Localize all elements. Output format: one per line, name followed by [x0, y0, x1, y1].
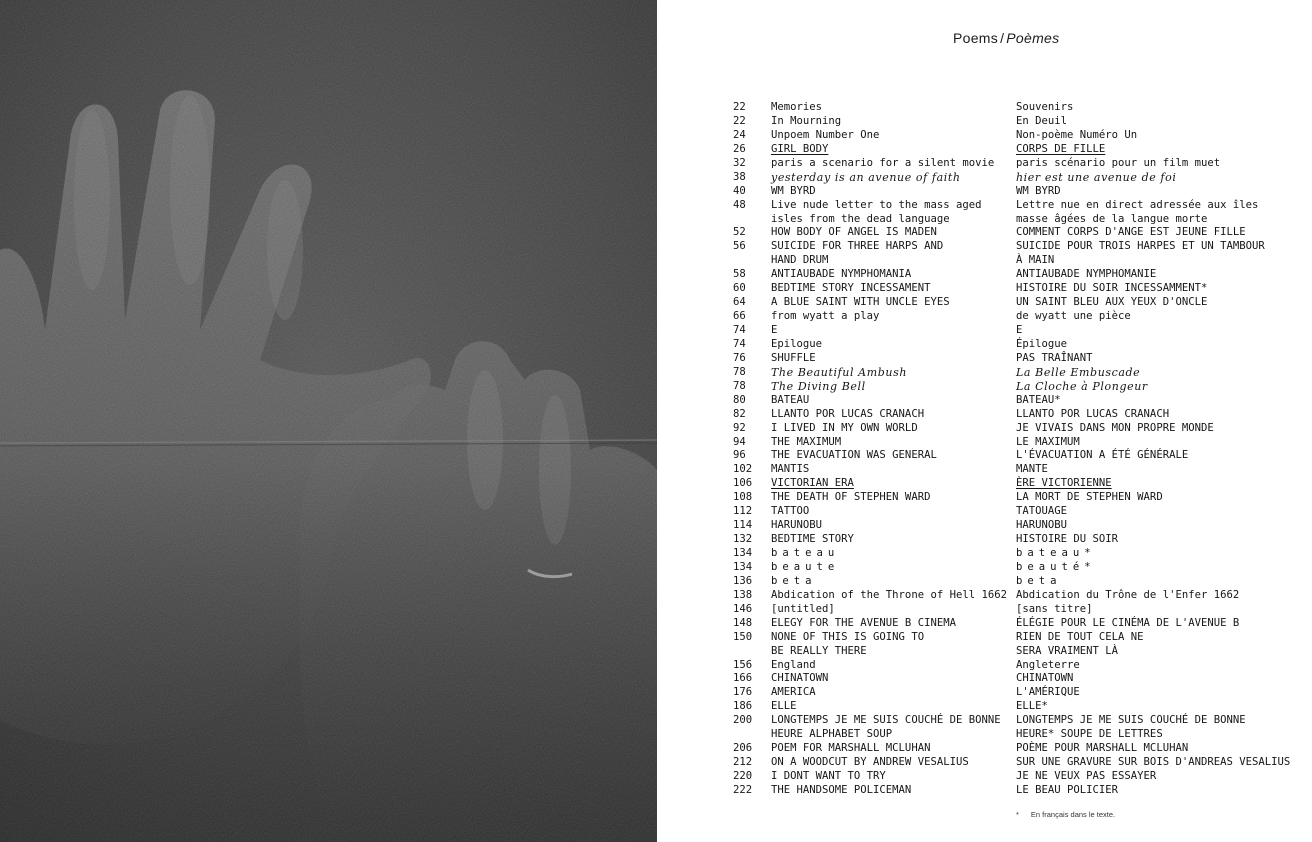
toc-title-en: SUICIDE FOR THREE HARPS AND	[771, 240, 944, 253]
toc-page-number: 76	[733, 351, 746, 364]
toc-title-en: CHINATOWN	[771, 672, 829, 685]
toc-page-number: 74	[733, 324, 746, 336]
toc-title-fr: JE VIVAIS DANS MON PROPRE MONDE	[1016, 421, 1214, 434]
toc-title-fr: SERA VRAIMENT LÀ	[1016, 644, 1119, 657]
toc-page-number: 206	[733, 742, 753, 755]
toc-row	[0, 366, 1312, 380]
toc-title-en: BE REALLY THERE	[771, 644, 867, 657]
toc-row	[0, 533, 1312, 547]
toc-title-fr: HISTOIRE DU SOIR INCESSAMMENT*	[1016, 282, 1208, 295]
toc-row	[0, 240, 1312, 254]
toc-row	[0, 171, 1312, 185]
title-en: Poems	[953, 30, 999, 46]
toc-title-en: In Mourning	[771, 114, 842, 127]
toc-title-en: HARUNOBU	[771, 519, 823, 532]
toc-title-en: POEM FOR MARSHALL MCLUHAN	[771, 742, 931, 755]
toc-row	[0, 436, 1312, 450]
toc-title-en: beaute	[771, 560, 840, 573]
toc-page-number: 186	[733, 700, 753, 713]
toc-row	[0, 770, 1312, 784]
toc-page-number: 96	[733, 449, 746, 462]
toc-title-fr: CORPS DE FILLE	[1016, 142, 1106, 155]
toc-title-en: LLANTO POR LUCAS CRANACH	[771, 407, 925, 420]
toc-title-en: MANTIS	[771, 463, 810, 476]
toc-row	[0, 714, 1312, 728]
toc-title-fr: L'AMÉRIQUE	[1016, 686, 1080, 699]
toc-title-fr: BATEAU*	[1016, 393, 1061, 406]
toc-title-en: THE DEATH OF STEPHEN WARD	[771, 491, 931, 504]
toc-row	[0, 519, 1312, 533]
toc-title-en: SHUFFLE	[771, 351, 816, 364]
toc-title-fr: beauté*	[1016, 560, 1096, 573]
toc-title-en: THE HANDSOME POLICEMAN	[771, 783, 912, 796]
toc-page-number: 78	[733, 365, 746, 378]
toc-title-en: THE EVACUATION WAS GENERAL	[771, 449, 937, 462]
toc-title-en: NONE OF THIS IS GOING TO	[771, 630, 925, 643]
toc-title-fr: LE MAXIMUM	[1016, 435, 1080, 448]
toc-title-en: Live nude letter to the mass aged	[771, 198, 982, 211]
toc-page-number: 78	[733, 379, 746, 392]
toc-title-fr: LE BEAU POLICIER	[1016, 783, 1119, 796]
toc-title-en: [untitled]	[771, 602, 835, 615]
toc-row	[0, 143, 1312, 157]
toc-page-number: 24	[733, 128, 746, 141]
toc-row	[0, 338, 1312, 352]
toc-page-number: 56	[733, 240, 746, 253]
toc-title-en: BEDTIME STORY	[771, 533, 854, 546]
toc-page-number: 156	[733, 658, 753, 671]
toc-page-number: 136	[733, 574, 753, 587]
toc-page-number: 150	[733, 630, 753, 643]
toc-row	[0, 199, 1312, 213]
toc-title-en: TATTOO	[771, 505, 810, 518]
toc-row	[0, 645, 1312, 659]
toc-row	[0, 422, 1312, 436]
toc-row	[0, 561, 1312, 575]
toc-page-number: 64	[733, 296, 746, 309]
toc-title-fr: HEURE* SOUPE DE LETTRES	[1016, 728, 1163, 741]
toc-title-en: I DONT WANT TO TRY	[771, 770, 886, 782]
toc-row	[0, 129, 1312, 143]
toc-title-en: ANTIAUBADE NYMPHOMANIA	[771, 268, 912, 281]
toc-page-number: 60	[733, 282, 746, 295]
toc-row	[0, 352, 1312, 366]
toc-row	[0, 101, 1312, 115]
toc-page-number: 112	[733, 505, 753, 518]
toc-title-en: HOW BODY OF ANGEL IS MADEN	[771, 226, 937, 239]
toc-row	[0, 463, 1312, 477]
toc-row	[0, 756, 1312, 770]
toc-title-fr: Souvenirs	[1016, 101, 1074, 113]
toc-title-fr: ÈRE VICTORIENNE	[1016, 477, 1112, 490]
toc-title-en: yesterday is an avenue of faith	[771, 170, 961, 184]
toc-title-en: ON A WOODCUT BY ANDREW VESALIUS	[771, 756, 969, 769]
toc-title-en: LONGTEMPS JE ME SUIS COUCHÉ DE BONNE	[771, 714, 1001, 727]
toc-page-number: 134	[733, 560, 753, 573]
toc-title-fr: ELLE*	[1016, 700, 1048, 713]
toc-row	[0, 310, 1312, 324]
toc-page-number: 108	[733, 491, 753, 504]
toc-title-en: Memories	[771, 101, 823, 113]
toc-row	[0, 185, 1312, 199]
toc-title-fr: RIEN DE TOUT CELA NE	[1016, 630, 1144, 643]
toc-row	[0, 742, 1312, 756]
toc-page-number: 22	[733, 114, 746, 127]
toc-title-en: I LIVED IN MY OWN WORLD	[771, 421, 918, 434]
toc-title-fr: L'ÉVACUATION A ÉTÉ GÉNÉRALE	[1016, 449, 1189, 462]
toc-page-number: 48	[733, 198, 746, 211]
toc-title-fr: Abdication du Trône de l'Enfer 1662	[1016, 588, 1240, 601]
toc-page-number: 132	[733, 533, 753, 546]
toc-title-fr: La Cloche à Plongeur	[1016, 379, 1148, 393]
toc-title-fr: À MAIN	[1016, 254, 1055, 267]
toc-row	[0, 617, 1312, 631]
toc-title-fr: Angleterre	[1016, 658, 1080, 671]
table-of-contents	[0, 101, 1312, 798]
toc-row	[0, 254, 1312, 268]
title-fr: Poèmes	[1006, 30, 1060, 46]
toc-row	[0, 157, 1312, 171]
toc-title-en: England	[771, 658, 816, 671]
toc-page-number: 138	[733, 588, 753, 601]
toc-page-number: 166	[733, 672, 753, 685]
toc-title-en: THE MAXIMUM	[771, 435, 842, 448]
toc-title-en: WM BYRD	[771, 184, 816, 197]
toc-page-number: 52	[733, 226, 746, 239]
toc-title-fr: Non-poème Numéro Un	[1016, 128, 1138, 141]
toc-page-number: 38	[733, 170, 746, 183]
toc-row	[0, 213, 1312, 227]
toc-row	[0, 575, 1312, 589]
toc-page-number: 212	[733, 756, 753, 769]
toc-page-number: 22	[733, 101, 746, 113]
toc-title-en: E	[771, 324, 778, 336]
toc-page-number: 146	[733, 602, 753, 615]
toc-title-fr: paris scénario pour un film muet	[1016, 156, 1221, 169]
toc-title-fr: TATOUAGE	[1016, 505, 1068, 518]
page-title	[953, 30, 1059, 46]
footnote-text: En français dans le texte.	[1030, 810, 1116, 819]
toc-title-fr: CHINATOWN	[1016, 672, 1074, 685]
toc-row	[0, 282, 1312, 296]
toc-title-en: beta	[771, 574, 817, 587]
toc-title-fr: MANTE	[1016, 463, 1048, 476]
toc-page-number: 106	[733, 477, 753, 490]
toc-title-en: paris a scenario for a silent movie	[771, 156, 995, 169]
footnote-mark: *	[1016, 810, 1019, 819]
toc-row	[0, 394, 1312, 408]
toc-page-number: 94	[733, 435, 746, 448]
toc-title-fr: beta	[1016, 574, 1062, 587]
toc-page-number: 114	[733, 519, 753, 532]
toc-title-en: bateau	[771, 547, 840, 559]
toc-page-number: 134	[733, 547, 753, 559]
toc-page-number: 74	[733, 337, 746, 350]
toc-title-fr: Lettre nue en direct adressée aux îles	[1016, 198, 1259, 211]
toc-row	[0, 659, 1312, 673]
toc-page-number: 32	[733, 156, 746, 169]
toc-title-en: Epilogue	[771, 337, 823, 350]
toc-title-fr: COMMENT CORPS D'ANGE EST JEUNE FILLE	[1016, 226, 1246, 239]
toc-row	[0, 449, 1312, 463]
toc-row	[0, 547, 1312, 561]
toc-page-number: 58	[733, 268, 746, 281]
toc-title-fr: LONGTEMPS JE ME SUIS COUCHÉ DE BONNE	[1016, 714, 1246, 727]
toc-title-fr: [sans titre]	[1016, 602, 1093, 615]
toc-title-fr: ÉLÉGIE POUR LE CINÉMA DE L'AVENUE B	[1016, 616, 1240, 629]
toc-row	[0, 672, 1312, 686]
toc-title-fr: POÈME POUR MARSHALL MCLUHAN	[1016, 742, 1189, 755]
toc-page-number: 176	[733, 686, 753, 699]
toc-row	[0, 700, 1312, 714]
toc-title-en: BATEAU	[771, 393, 810, 406]
toc-title-fr: ANTIAUBADE NYMPHOMANIE	[1016, 268, 1157, 281]
toc-row	[0, 784, 1312, 798]
toc-page-number: 102	[733, 463, 753, 476]
toc-page-number: 82	[733, 407, 746, 420]
toc-page-number: 92	[733, 421, 746, 434]
toc-page-number: 26	[733, 142, 746, 155]
toc-row	[0, 603, 1312, 617]
toc-row	[0, 226, 1312, 240]
toc-row	[0, 686, 1312, 700]
toc-row	[0, 324, 1312, 338]
toc-title-en: The Diving Bell	[771, 379, 866, 393]
toc-page-number: 148	[733, 616, 753, 629]
toc-title-fr: JE NE VEUX PAS ESSAYER	[1016, 770, 1157, 782]
toc-title-fr: LLANTO POR LUCAS CRANACH	[1016, 407, 1170, 420]
toc-row	[0, 728, 1312, 742]
toc-row	[0, 115, 1312, 129]
toc-page-number: 66	[733, 310, 746, 323]
toc-page-number: 80	[733, 393, 746, 406]
toc-title-fr: LA MORT DE STEPHEN WARD	[1016, 491, 1163, 504]
toc-row	[0, 408, 1312, 422]
toc-row	[0, 477, 1312, 491]
toc-title-en: isles from the dead language	[771, 212, 950, 225]
toc-title-fr: E	[1016, 324, 1023, 336]
toc-title-fr: En Deuil	[1016, 114, 1068, 127]
toc-row	[0, 631, 1312, 645]
toc-title-fr: SUICIDE POUR TROIS HARPES ET UN TAMBOUR	[1016, 240, 1265, 253]
toc-title-fr: bateau*	[1016, 547, 1096, 559]
footnote	[1016, 810, 1115, 819]
toc-title-en: HAND DRUM	[771, 254, 829, 267]
toc-title-en: ELLE	[771, 700, 797, 713]
toc-title-fr: HISTOIRE DU SOIR	[1016, 533, 1119, 546]
toc-title-fr: masse âgées de la langue morte	[1016, 212, 1208, 225]
toc-title-en: BEDTIME STORY INCESSAMENT	[771, 282, 931, 295]
toc-row	[0, 589, 1312, 603]
toc-title-en: GIRL BODY	[771, 142, 829, 155]
toc-page-number: 220	[733, 770, 753, 782]
toc-title-en: HEURE ALPHABET SOUP	[771, 728, 893, 741]
toc-row	[0, 505, 1312, 519]
toc-title-fr: hier est une avenue de foi	[1016, 170, 1177, 184]
toc-title-en: ELEGY FOR THE AVENUE B CINEMA	[771, 616, 956, 629]
toc-title-fr: Épilogue	[1016, 337, 1068, 350]
toc-row	[0, 491, 1312, 505]
toc-row	[0, 268, 1312, 282]
toc-title-en: VICTORIAN ERA	[771, 477, 854, 490]
toc-row	[0, 296, 1312, 310]
toc-page-number: 40	[733, 184, 746, 197]
toc-title-en: AMERICA	[771, 686, 816, 699]
toc-title-fr: PAS TRAÎNANT	[1016, 351, 1093, 364]
toc-title-en: from wyatt a play	[771, 310, 880, 323]
toc-title-en: The Beautiful Ambush	[771, 365, 908, 379]
toc-title-fr: WM BYRD	[1016, 184, 1061, 197]
toc-title-fr: HARUNOBU	[1016, 519, 1068, 532]
toc-title-fr: SUR UNE GRAVURE SUR BOIS D'ANDREAS VESALIUS	[1016, 756, 1291, 769]
toc-page-number: 200	[733, 714, 753, 727]
toc-title-fr: UN SAINT BLEU AUX YEUX D'ONCLE	[1016, 296, 1208, 309]
toc-row	[0, 380, 1312, 394]
toc-title-fr: La Belle Embuscade	[1016, 365, 1141, 379]
toc-title-en: Unpoem Number One	[771, 128, 880, 141]
toc-title-fr: de wyatt une pièce	[1016, 310, 1131, 323]
toc-page-number: 222	[733, 783, 753, 796]
toc-title-en: A BLUE SAINT WITH UNCLE EYES	[771, 296, 950, 309]
title-separator: /	[1000, 30, 1005, 46]
toc-title-en: Abdication of the Throne of Hell 1662	[771, 588, 1007, 601]
